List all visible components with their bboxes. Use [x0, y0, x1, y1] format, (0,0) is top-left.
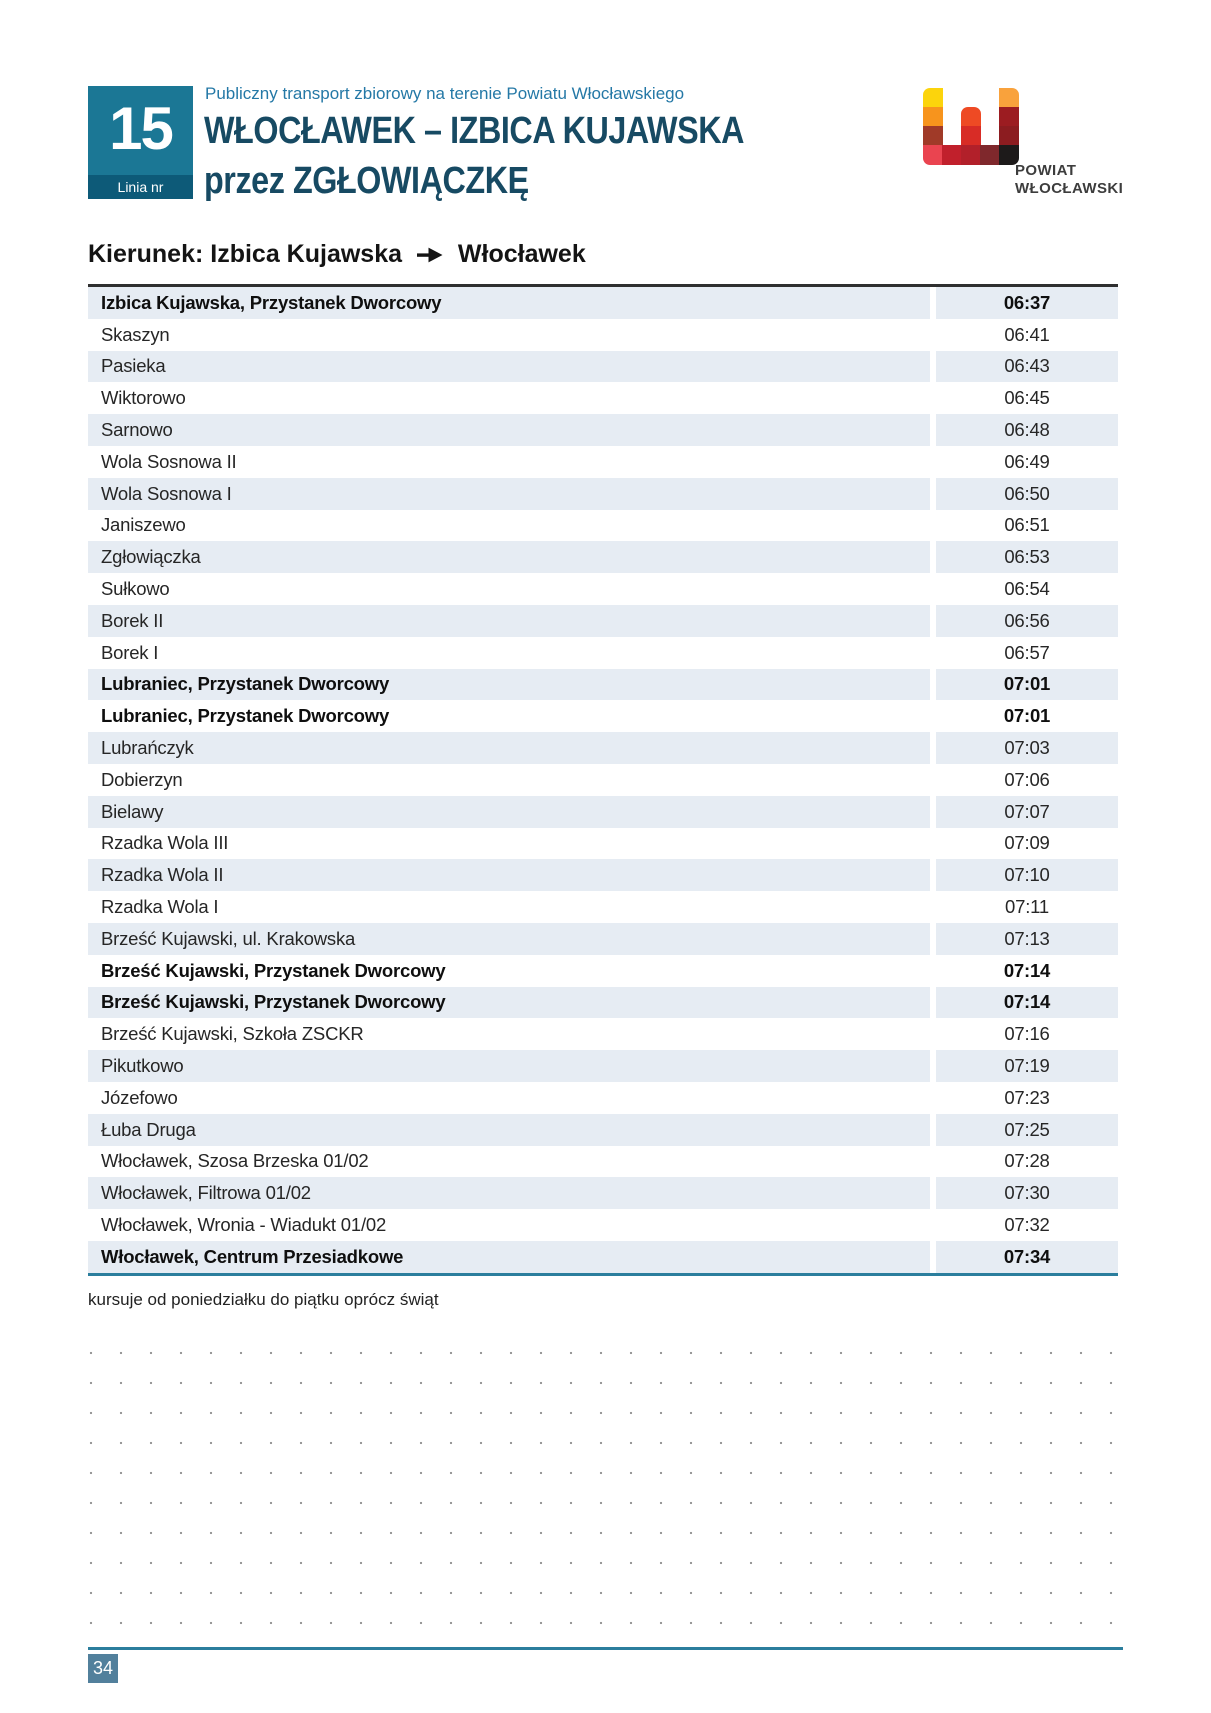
- table-row: [88, 859, 1118, 891]
- stop-name-cell: Lubraniec, Przystanek Dworcowy: [88, 669, 930, 701]
- direction-heading: [88, 240, 586, 270]
- logo-cell: [999, 126, 1019, 146]
- departure-time-cell: 07:19: [936, 1050, 1118, 1082]
- logo-cell: [961, 145, 981, 165]
- logo-cell: [942, 145, 962, 165]
- table-row: [88, 1146, 1118, 1178]
- footer-rule: [88, 1647, 1123, 1650]
- stop-name-cell: Włocławek, Szosa Brzeska 01/02: [101, 1150, 369, 1172]
- departure-time-cell: 07:34: [936, 1241, 1118, 1273]
- stop-name-cell: Lubraniec, Przystanek Dworcowy: [101, 705, 390, 727]
- table-row: [88, 637, 1118, 669]
- line-number-label: Linia nr: [88, 175, 193, 199]
- stop-name-cell: Borek I: [101, 641, 159, 663]
- logo-cell: [923, 107, 943, 127]
- departure-time-cell: 06:49: [1004, 450, 1050, 472]
- notes-dot-grid: [76, 1338, 1126, 1638]
- logo-org-name-line2: WŁOCŁAWSKI: [1015, 180, 1124, 197]
- departure-time-cell: 07:11: [1005, 896, 1049, 918]
- departure-time-cell: 07:03: [936, 732, 1118, 764]
- header-tagline: Publiczny transport zbiorowy na terenie Powiatu Włocławskiego: [205, 84, 685, 103]
- departure-time-cell: 07:07: [936, 796, 1118, 828]
- logo-cell: [923, 88, 943, 108]
- departure-time-cell: 06:54: [1004, 578, 1050, 600]
- logo-cell: [999, 107, 1019, 127]
- logo-cell: [961, 126, 981, 146]
- table-row: [88, 351, 1118, 383]
- stop-name-cell: Brześć Kujawski, Przystanek Dworcowy: [88, 987, 930, 1019]
- stop-name-cell: Pasieka: [88, 351, 930, 383]
- stop-name-cell: Józefowo: [101, 1086, 178, 1108]
- stop-name-cell: Borek II: [88, 605, 930, 637]
- table-row: [88, 319, 1118, 351]
- table-row: [88, 955, 1118, 987]
- table-row: [88, 700, 1118, 732]
- direction-label: Kierunek:: [88, 240, 204, 268]
- stop-name-cell: Dobierzyn: [101, 768, 183, 790]
- departure-time-cell: 06:53: [936, 541, 1118, 573]
- departure-time-cell: 07:01: [1003, 705, 1051, 727]
- stop-name-cell: Pikutkowo: [88, 1050, 930, 1082]
- table-row: [88, 1018, 1118, 1050]
- logo-cell: [961, 107, 981, 127]
- stop-name-cell: Skaszyn: [101, 323, 170, 345]
- departure-time-cell: 07:28: [1004, 1150, 1050, 1172]
- table-row: [88, 764, 1118, 796]
- logo-cell: [999, 88, 1019, 108]
- departure-time-cell: 06:48: [936, 414, 1118, 446]
- departure-time-cell: 07:25: [936, 1114, 1118, 1146]
- line-number: 15: [109, 95, 172, 162]
- departure-time-cell: 07:14: [1003, 959, 1051, 981]
- departure-time-cell: 07:06: [1004, 768, 1050, 790]
- table-row: [88, 732, 1118, 764]
- route-title-line2: przez ZGŁOWIĄCZKĘ: [204, 160, 529, 202]
- stop-name-cell: Wiktorowo: [101, 387, 186, 409]
- table-row: [88, 987, 1118, 1019]
- stop-name-cell: Sułkowo: [101, 578, 170, 600]
- departure-time-cell: 07:32: [1004, 1214, 1050, 1235]
- table-row: [88, 605, 1118, 637]
- table-row: [88, 478, 1118, 510]
- departure-time-cell: 07:16: [1004, 1023, 1050, 1045]
- departure-time-cell: 06:37: [936, 287, 1118, 319]
- stop-name-cell: Rzadka Wola II: [88, 859, 930, 891]
- stop-name-cell: Włocławek, Centrum Przesiadkowe: [88, 1241, 930, 1273]
- departure-time-cell: 07:30: [936, 1177, 1118, 1209]
- departure-time-cell: 07:13: [936, 923, 1118, 955]
- table-row: [88, 923, 1118, 955]
- timetable: [88, 284, 1118, 1276]
- departure-time-cell: 06:45: [1004, 387, 1050, 409]
- departure-time-cell: 07:14: [936, 987, 1118, 1019]
- direction-destination: Włocławek: [457, 240, 586, 268]
- table-row: [88, 573, 1118, 605]
- table-row: [88, 796, 1118, 828]
- stop-name-cell: Wola Sosnowa I: [88, 478, 930, 510]
- stop-name-cell: Brześć Kujawski, ul. Krakowska: [88, 923, 930, 955]
- page-number-badge: 34: [88, 1654, 118, 1683]
- departure-time-cell: 07:09: [1004, 832, 1050, 854]
- stop-name-cell: Brześć Kujawski, Przystanek Dworcowy: [101, 959, 446, 981]
- departure-time-cell: 07:01: [936, 669, 1118, 701]
- route-title-line1: WŁOCŁAWEK – IZBICA KUJAWSKA: [204, 110, 745, 152]
- table-row: [88, 1082, 1118, 1114]
- table-row: [88, 891, 1118, 923]
- departure-time-cell: 06:57: [1004, 641, 1050, 663]
- stop-name-cell: Włocławek, Wronia - Wiadukt 01/02: [101, 1214, 387, 1235]
- stop-name-cell: Sarnowo: [88, 414, 930, 446]
- table-row: [88, 382, 1118, 414]
- stop-name-cell: Wola Sosnowa II: [101, 450, 237, 472]
- line-number-badge: [88, 86, 193, 199]
- stop-name-cell: Rzadka Wola I: [101, 896, 219, 918]
- logo-cell: [980, 145, 1000, 165]
- table-row: [88, 1209, 1118, 1241]
- stop-name-cell: Bielawy: [88, 796, 930, 828]
- stop-name-cell: Izbica Kujawska, Przystanek Dworcowy: [88, 287, 930, 319]
- logo-cell: [923, 145, 943, 165]
- table-row: [88, 828, 1118, 860]
- stop-name-cell: Lubrańczyk: [88, 732, 930, 764]
- logo-org-name-line1: POWIAT: [1015, 162, 1077, 179]
- table-row: [88, 1241, 1118, 1273]
- departure-time-cell: 06:56: [936, 605, 1118, 637]
- logo-org-name: [1015, 162, 1123, 198]
- departure-time-cell: 07:23: [1004, 1086, 1050, 1108]
- table-row: [88, 446, 1118, 478]
- logo-cell: [923, 126, 943, 146]
- stop-name-cell: Zgłowiączka: [88, 541, 930, 573]
- arrow-right-icon: [417, 241, 443, 270]
- departure-time-cell: 06:43: [936, 351, 1118, 383]
- table-row: [88, 541, 1118, 573]
- stop-name-cell: Włocławek, Filtrowa 01/02: [88, 1177, 930, 1209]
- stop-name-cell: Rzadka Wola III: [101, 832, 229, 854]
- departure-time-cell: 06:41: [1004, 323, 1050, 345]
- departure-time-cell: 07:10: [936, 859, 1118, 891]
- w-logo-icon: [923, 88, 1018, 164]
- stop-name-cell: Brześć Kujawski, Szkoła ZSCKR: [101, 1023, 364, 1045]
- service-note: kursuje od poniedziałku do piątku oprócz świąt: [88, 1290, 439, 1309]
- table-row: [88, 1114, 1118, 1146]
- table-row: [88, 669, 1118, 701]
- table-row: [88, 414, 1118, 446]
- stop-name-cell: Janiszewo: [101, 514, 186, 536]
- table-row: [88, 1050, 1118, 1082]
- departure-time-cell: 06:51: [1004, 514, 1050, 536]
- table-row: [88, 510, 1118, 542]
- stop-name-cell: Łuba Druga: [88, 1114, 930, 1146]
- table-row: [88, 1177, 1118, 1209]
- table-row: [88, 287, 1118, 319]
- departure-time-cell: 06:50: [936, 478, 1118, 510]
- direction-origin: Izbica Kujawska: [210, 240, 403, 268]
